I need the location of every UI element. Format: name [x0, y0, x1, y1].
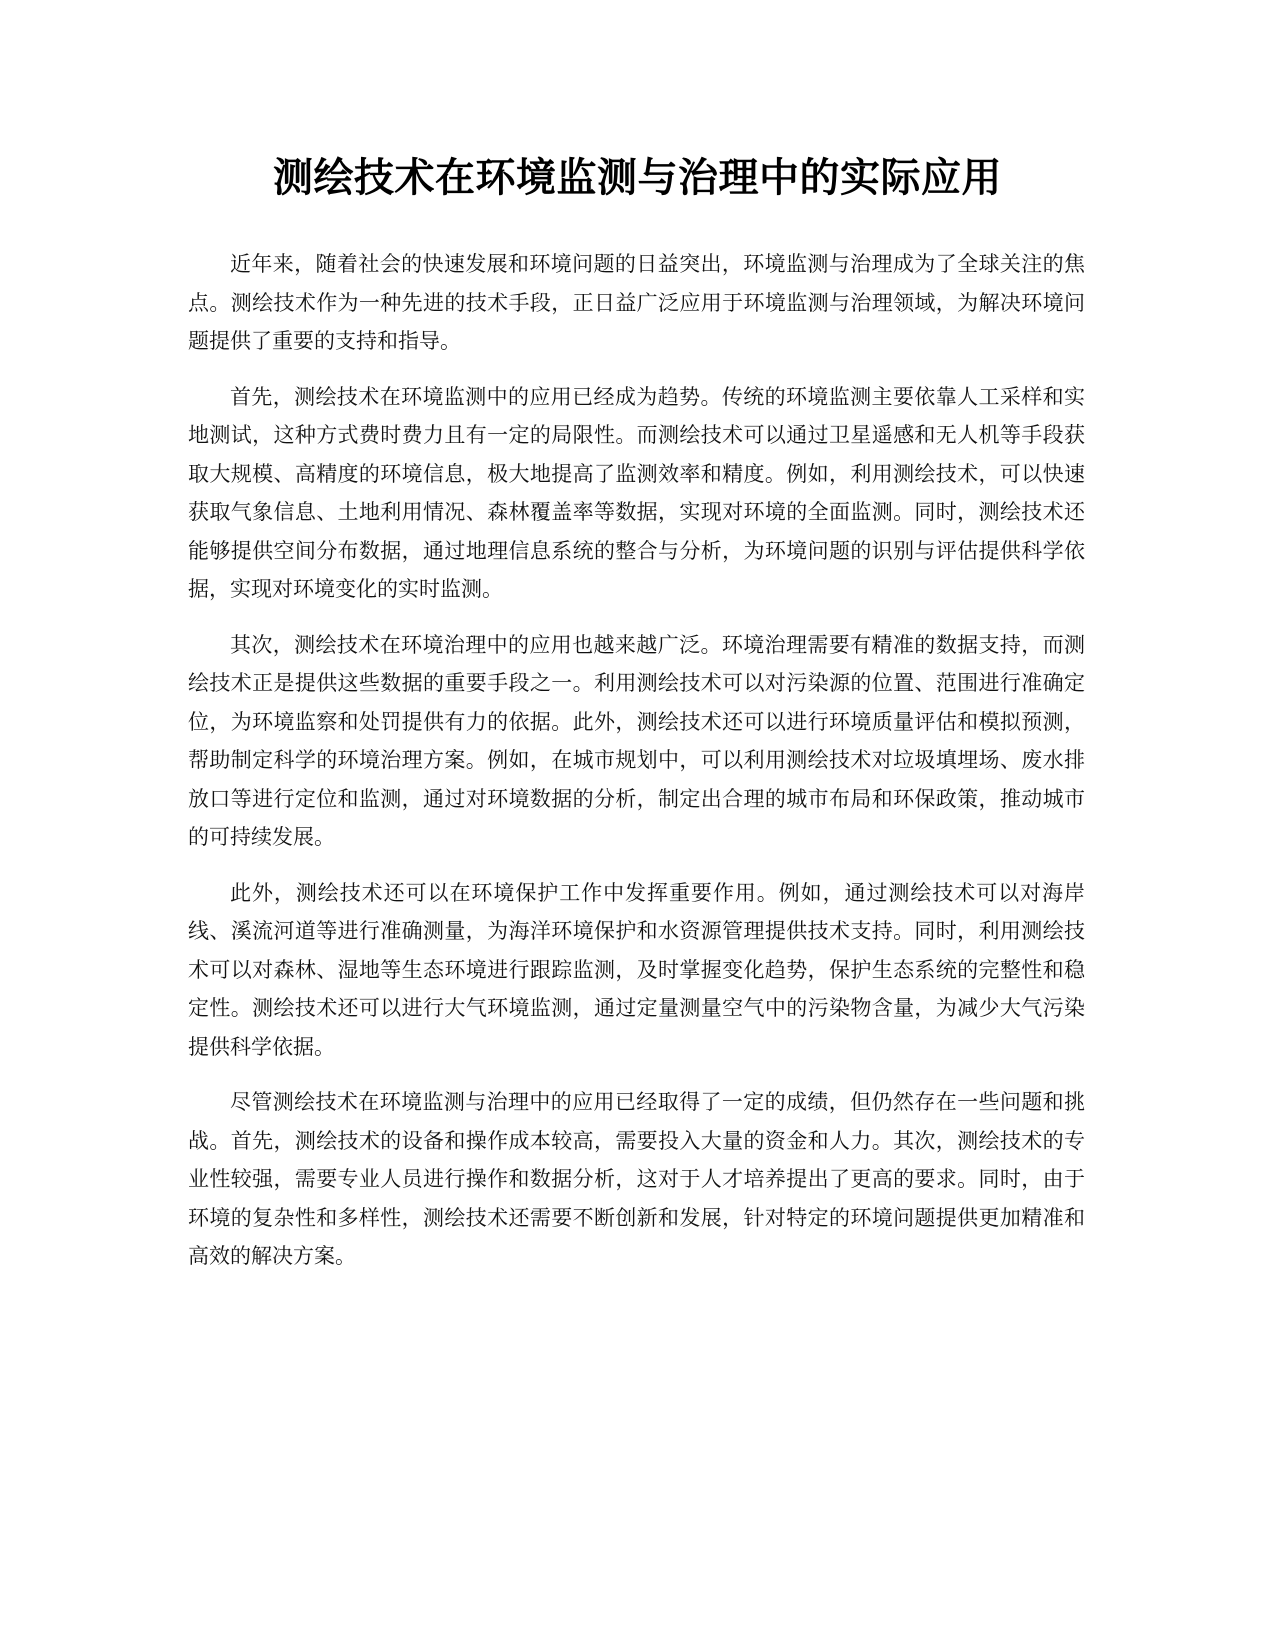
document-title: 测绘技术在环境监测与治理中的实际应用	[273, 155, 1002, 201]
document-body	[188, 245, 1085, 1293]
paragraph-challenges: 尽管测绘技术在环境监测与治理中的应用已经取得了一定的成绩，但仍然存在一些问题和挑战。首先，测绘技术的设备和操作成本较高，需要投入大量的资金和人力。其次，测绘技术的专业性较强，需要专业人员进行操作和数据分析，这对于人才培养提出了更高的要求。同时，由于环境的复杂性和多样性，测绘技术还需要不断创新和发展，针对特定的环境问题提供更加精准和高效的解决方案。	[188, 1090, 1085, 1268]
paragraph-intro: 近年来，随着社会的快速发展和环境问题的日益突出，环境监测与治理成为了全球关注的焦点。测绘技术作为一种先进的技术手段，正日益广泛应用于环境监测与治理领域，为解决环境问题提供了重要的支持和指导。	[188, 252, 1085, 353]
paragraph-monitoring: 首先，测绘技术在环境监测中的应用已经成为趋势。传统的环境监测主要依靠人工采样和实地测试，这种方式费时费力且有一定的局限性。而测绘技术可以通过卫星遥感和无人机等手段获取大规模、高精度的环境信息，极大地提高了监测效率和精度。例如，利用测绘技术，可以快速获取气象信息、土地利用情况、森林覆盖率等数据，实现对环境的全面监测。同时，测绘技术还能够提供空间分布数据，通过地理信息系统的整合与分析，为环境问题的识别与评估提供科学依据，实现对环境变化的实时监测。	[188, 384, 1085, 601]
paragraph-protection: 此外，测绘技术还可以在环境保护工作中发挥重要作用。例如，通过测绘技术可以对海岸线、溪流河道等进行准确测量，为海洋环境保护和水资源管理提供技术支持。同时，利用测绘技术可以对森林、湿地等生态环境进行跟踪监测，及时掌握变化趋势，保护生态系统的完整性和稳定性。测绘技术还可以进行大气环境监测，通过定量测量空气中的污染物含量，为减少大气污染提供科学依据。	[188, 880, 1085, 1059]
paragraph-governance: 其次，测绘技术在环境治理中的应用也越来越广泛。环境治理需要有精准的数据支持，而测绘技术正是提供这些数据的重要手段之一。利用测绘技术可以对污染源的位置、范围进行准确定位，为环境监察和处罚提供有力的依据。此外，测绘技术还可以进行环境质量评估和模拟预测，帮助制定科学的环境治理方案。例如，在城市规划中，可以利用测绘技术对垃圾填埋场、废水排放口等进行定位和监测，通过对环境数据的分析，制定出合理的城市布局和环保政策，推动城市的可持续发展。	[188, 632, 1085, 849]
